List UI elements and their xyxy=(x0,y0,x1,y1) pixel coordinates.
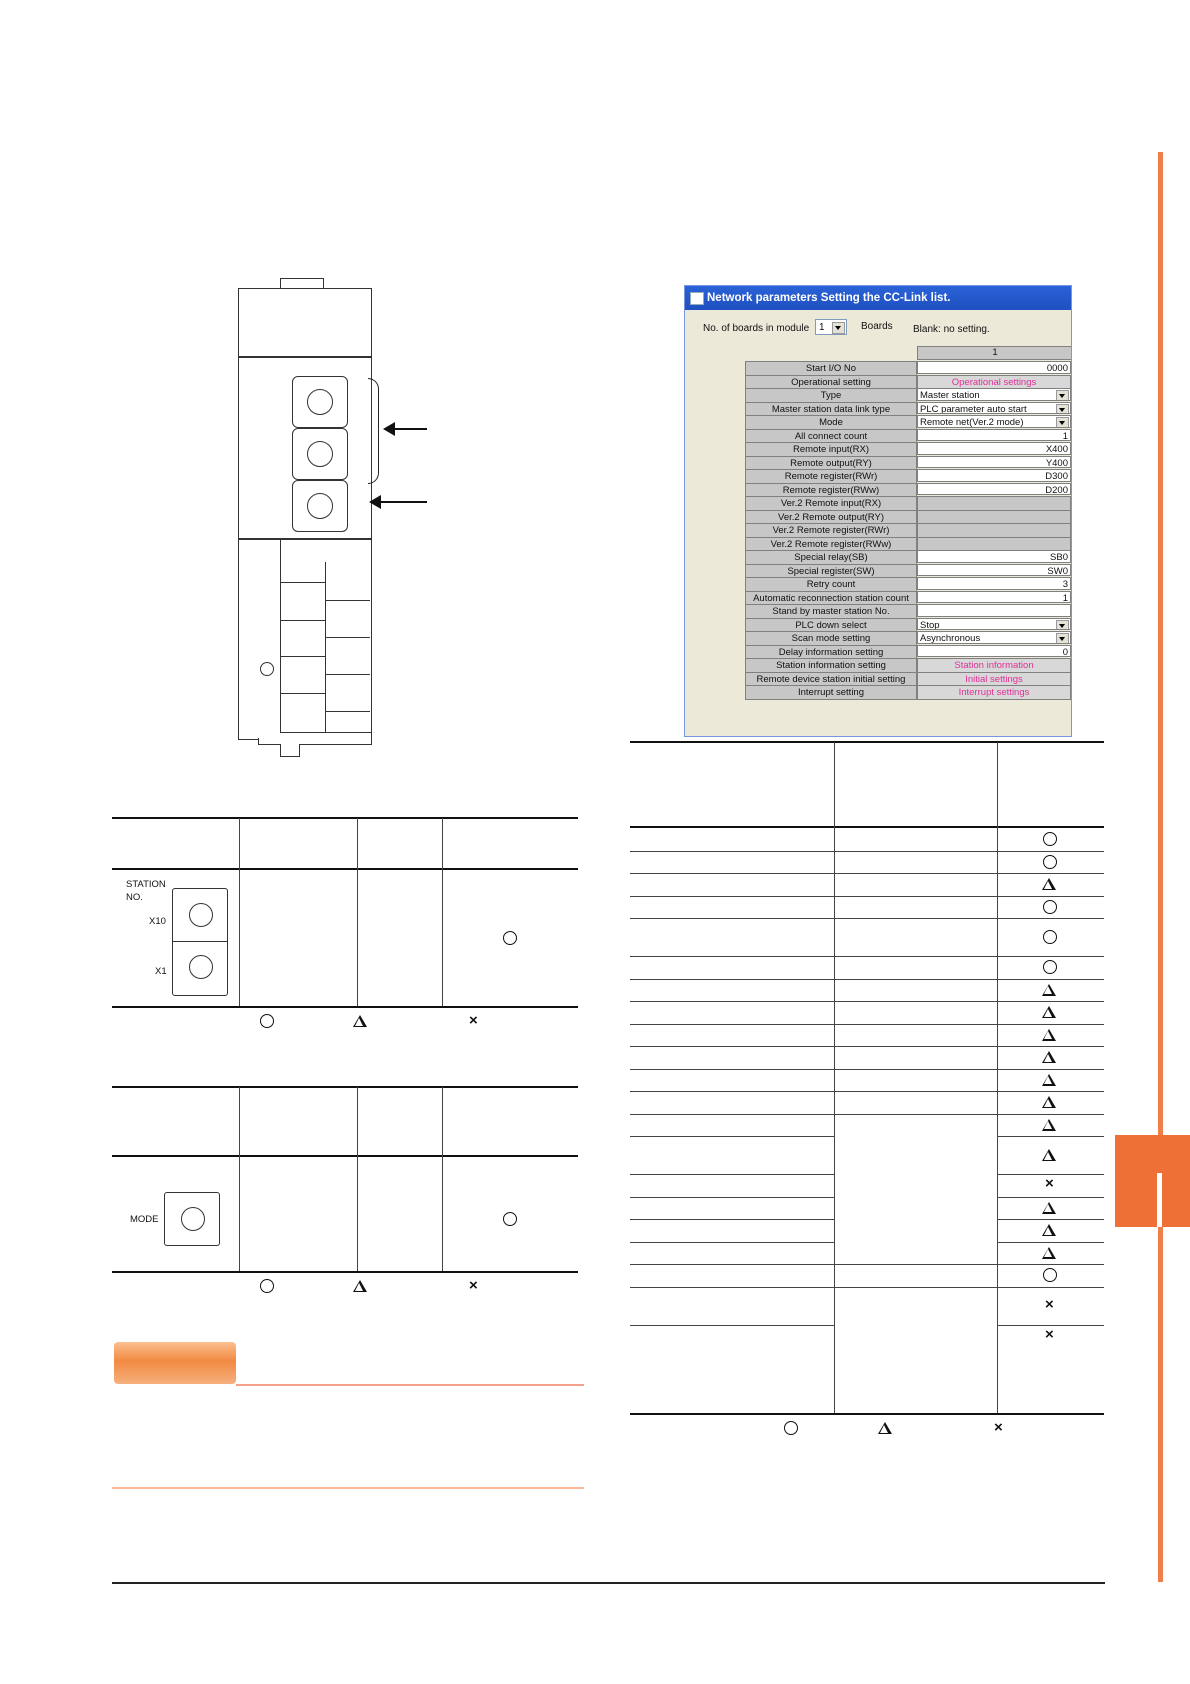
param-row xyxy=(745,685,1071,699)
param-row xyxy=(745,510,1071,524)
row-divider xyxy=(630,956,1104,957)
footer-rule xyxy=(112,1582,1105,1584)
param-value[interactable] xyxy=(917,510,1071,525)
legend-triangle xyxy=(353,1015,367,1027)
param-label: Operational setting xyxy=(745,375,917,390)
row-divider xyxy=(630,1046,1104,1047)
arrow-mode xyxy=(371,501,427,503)
chevron-down-icon[interactable] xyxy=(1056,404,1069,415)
compat-symbol-triangle xyxy=(1042,1224,1056,1236)
param-label: Ver.2 Remote register(RWr) xyxy=(745,523,917,538)
row-divider xyxy=(630,873,1104,874)
boards-unit: Boards xyxy=(861,321,893,332)
row-divider xyxy=(630,1242,834,1243)
param-row xyxy=(745,591,1071,605)
row-divider xyxy=(630,1325,834,1326)
param-label: Station information setting xyxy=(745,658,917,673)
param-value[interactable] xyxy=(917,523,1071,538)
row-divider xyxy=(630,896,1104,897)
legend-triangle xyxy=(878,1422,892,1434)
blank-note: Blank: no setting. xyxy=(913,324,990,335)
row-divider xyxy=(630,1287,1104,1288)
param-row xyxy=(745,537,1071,551)
param-row xyxy=(745,415,1071,429)
param-label: Type xyxy=(745,388,917,403)
param-value[interactable]: Remote net(Ver.2 mode) xyxy=(917,415,1071,428)
param-value[interactable]: Initial settings xyxy=(917,672,1071,687)
param-label: Remote input(RX) xyxy=(745,442,917,457)
compat-symbol-triangle xyxy=(1042,1202,1056,1214)
compat-symbol-cross: × xyxy=(1045,1325,1054,1343)
param-value[interactable]: SW0 xyxy=(917,564,1071,577)
compat-symbol-triangle xyxy=(1042,1006,1056,1018)
chevron-down-icon[interactable] xyxy=(1056,390,1069,401)
boards-label: No. of boards in module xyxy=(703,323,810,334)
param-row xyxy=(745,564,1071,578)
param-row xyxy=(745,604,1071,618)
row-divider xyxy=(630,1114,1104,1115)
param-row xyxy=(745,375,1071,389)
param-label: Automatic reconnection station count xyxy=(745,591,917,606)
param-row xyxy=(745,429,1071,443)
param-row xyxy=(745,388,1071,402)
param-row xyxy=(745,631,1071,645)
param-value[interactable]: 0000 xyxy=(917,361,1071,374)
chevron-down-icon[interactable] xyxy=(1056,620,1069,631)
param-value[interactable]: SB0 xyxy=(917,550,1071,563)
mode-dial[interactable] xyxy=(292,480,348,532)
param-label: Special register(SW) xyxy=(745,564,917,579)
compat-symbol-cross: × xyxy=(1045,1295,1054,1313)
network-parameters-window xyxy=(684,285,1072,737)
row-divider xyxy=(630,1174,834,1175)
window-icon xyxy=(690,292,704,305)
param-value[interactable]: PLC parameter auto start xyxy=(917,402,1071,415)
param-row xyxy=(745,618,1071,632)
chevron-down-icon[interactable] xyxy=(1056,417,1069,428)
chevron-down-icon[interactable] xyxy=(1056,633,1069,644)
column-header: 1 xyxy=(917,346,1072,360)
compat-symbol-triangle xyxy=(1042,1074,1056,1086)
station-no-label: NO. xyxy=(126,892,143,903)
arrow-station xyxy=(385,428,427,430)
param-label: Remote register(RWw) xyxy=(745,483,917,498)
param-row xyxy=(745,672,1071,686)
param-value[interactable]: Interrupt settings xyxy=(917,685,1071,700)
compat-symbol-triangle xyxy=(1042,1119,1056,1131)
param-value[interactable]: 3 xyxy=(917,577,1071,590)
mode-switch-image xyxy=(164,1192,220,1246)
param-value[interactable]: Y400 xyxy=(917,456,1071,469)
param-row xyxy=(745,577,1071,591)
window-title: Network parameters Setting the CC-Link list. xyxy=(707,292,951,304)
chapter-tab xyxy=(1115,1135,1190,1227)
compat-symbol-circle xyxy=(1043,900,1057,914)
param-label: Retry count xyxy=(745,577,917,592)
legend-circle xyxy=(784,1421,798,1435)
compat-symbol-triangle xyxy=(1042,1149,1056,1161)
param-value[interactable]: Operational settings xyxy=(917,375,1071,390)
ground-icon xyxy=(260,662,274,676)
param-label: Interrupt setting xyxy=(745,685,917,700)
station-dial-x1[interactable] xyxy=(292,428,348,480)
legend-cross: × xyxy=(469,1277,478,1294)
param-row xyxy=(745,483,1071,497)
param-value[interactable] xyxy=(917,496,1071,511)
param-row xyxy=(745,469,1071,483)
param-label: Ver.2 Remote input(RX) xyxy=(745,496,917,511)
row-divider xyxy=(997,1136,1104,1137)
row-divider xyxy=(630,979,1104,980)
station-dial-x10[interactable] xyxy=(292,376,348,428)
station-switch-image xyxy=(172,888,228,996)
param-value[interactable]: Asynchronous xyxy=(917,631,1071,644)
row-divider xyxy=(630,918,1104,919)
param-label: Ver.2 Remote register(RWw) xyxy=(745,537,917,552)
row-divider xyxy=(630,1136,834,1137)
row-divider xyxy=(630,1219,834,1220)
compat-symbol-triangle xyxy=(1042,1051,1056,1063)
row-divider xyxy=(997,1242,1104,1243)
legend-triangle xyxy=(353,1280,367,1292)
param-label: Ver.2 Remote output(RY) xyxy=(745,510,917,525)
compat-symbol-triangle xyxy=(1042,878,1056,890)
param-label: Start I/O No xyxy=(745,361,917,376)
param-row xyxy=(745,645,1071,659)
row-divider xyxy=(630,851,1104,852)
legend-circle xyxy=(260,1279,274,1293)
row-divider xyxy=(997,1219,1104,1220)
parameter-grid xyxy=(745,361,1071,699)
param-row xyxy=(745,658,1071,672)
row-divider xyxy=(630,1069,1104,1070)
param-row xyxy=(745,496,1071,510)
row-divider xyxy=(630,1024,1104,1025)
side-accent-line xyxy=(1158,152,1163,1582)
param-label: Delay information setting xyxy=(745,645,917,660)
station-compat-symbol xyxy=(503,931,517,945)
row-divider xyxy=(997,1197,1104,1198)
compat-symbol-circle xyxy=(1043,930,1057,944)
param-label: Remote output(RY) xyxy=(745,456,917,471)
row-divider xyxy=(630,1091,1104,1092)
param-label: All connect count xyxy=(745,429,917,444)
row-divider xyxy=(630,1264,1104,1265)
point-badge xyxy=(114,1342,236,1384)
param-value[interactable]: 1 xyxy=(917,591,1071,604)
param-label: Scan mode setting xyxy=(745,631,917,646)
param-value[interactable]: 0 xyxy=(917,645,1071,658)
param-value[interactable] xyxy=(917,537,1071,552)
param-value[interactable]: X400 xyxy=(917,442,1071,455)
param-label: Mode xyxy=(745,415,917,430)
legend-circle xyxy=(260,1014,274,1028)
row-divider xyxy=(630,1197,834,1198)
boards-select[interactable]: 1 xyxy=(815,319,847,335)
compat-symbol-triangle xyxy=(1042,1096,1056,1108)
compat-symbol-triangle xyxy=(1042,1029,1056,1041)
compat-symbol-circle xyxy=(1043,855,1057,869)
param-label: PLC down select xyxy=(745,618,917,633)
param-row xyxy=(745,361,1071,375)
station-label: STATION xyxy=(126,879,166,890)
param-label: Master station data link type xyxy=(745,402,917,417)
param-row xyxy=(745,523,1071,537)
compat-symbol-circle xyxy=(1043,960,1057,974)
param-row xyxy=(745,456,1071,470)
param-row xyxy=(745,550,1071,564)
mode-label: MODE xyxy=(130,1214,159,1225)
window-titlebar xyxy=(685,286,1071,310)
param-label: Remote register(RWr) xyxy=(745,469,917,484)
param-label: Remote device station initial setting xyxy=(745,672,917,687)
param-value[interactable]: 1 xyxy=(917,429,1071,442)
point-bottom-rule xyxy=(112,1487,584,1489)
compat-symbol-cross: × xyxy=(1045,1175,1054,1193)
compat-symbol-triangle xyxy=(1042,1247,1056,1259)
legend-cross: × xyxy=(994,1419,1003,1436)
x10-label: X10 xyxy=(149,916,166,927)
row-divider xyxy=(630,1001,1104,1002)
param-value[interactable]: Master station xyxy=(917,388,1071,401)
point-rule xyxy=(236,1384,584,1386)
param-value[interactable]: Station information xyxy=(917,658,1071,673)
legend-cross: × xyxy=(469,1012,478,1029)
x1-label: X1 xyxy=(155,966,167,977)
param-value[interactable]: Stop xyxy=(917,618,1071,631)
param-row xyxy=(745,442,1071,456)
param-value[interactable]: D200 xyxy=(917,483,1071,496)
param-value[interactable]: D300 xyxy=(917,469,1071,482)
brace xyxy=(368,378,379,484)
compat-symbol-triangle xyxy=(1042,984,1056,996)
param-label: Special relay(SB) xyxy=(745,550,917,565)
param-value[interactable] xyxy=(917,604,1071,617)
mode-compat-symbol xyxy=(503,1212,517,1226)
param-row xyxy=(745,402,1071,416)
param-label: Stand by master station No. xyxy=(745,604,917,619)
chevron-down-icon xyxy=(832,322,845,334)
compat-symbol-circle xyxy=(1043,1268,1057,1282)
compat-symbol-circle xyxy=(1043,832,1057,846)
